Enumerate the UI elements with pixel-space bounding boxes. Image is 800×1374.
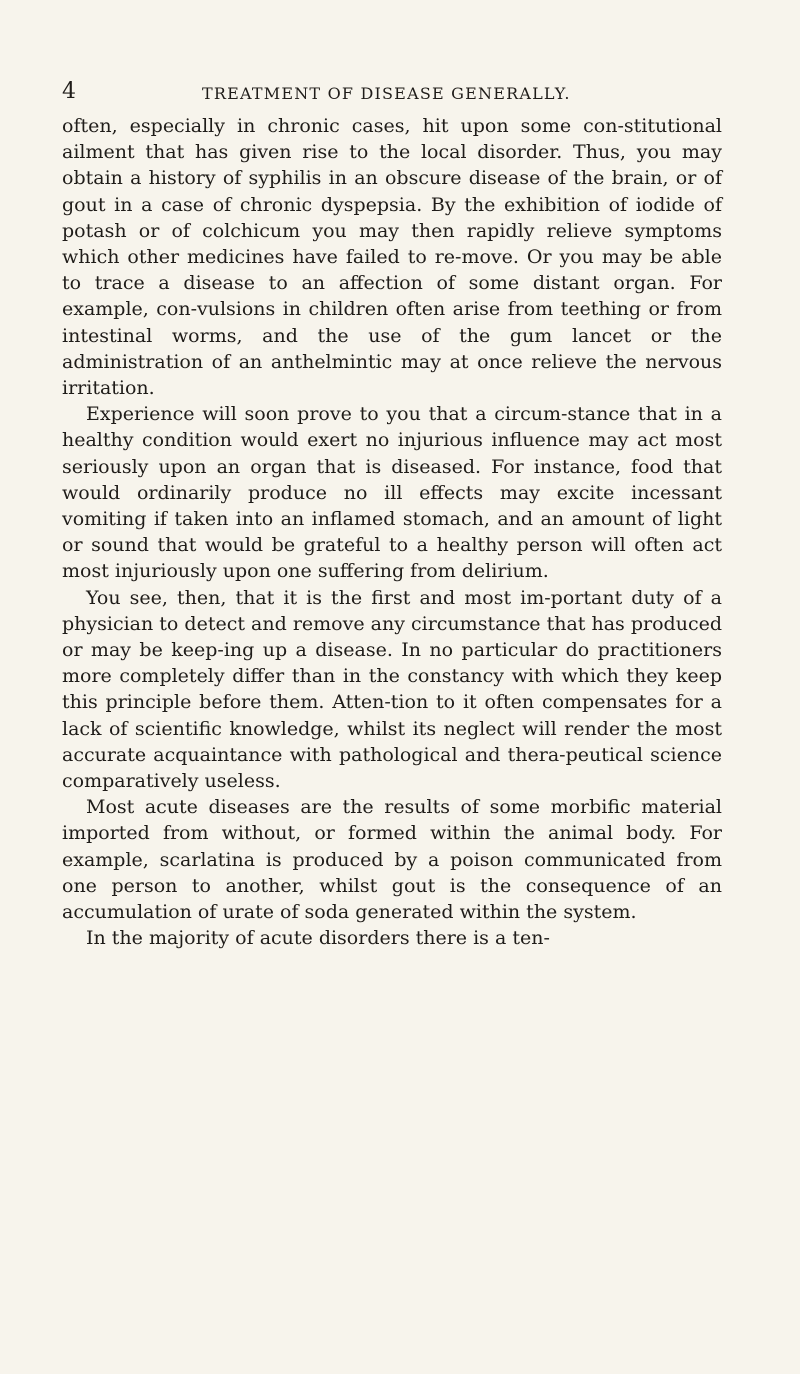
paragraph-physician-duty: You see, then, that it is the first and most im-portant duty of a physician to detect and remove any circumstance that has produced or may be keep-ing up a disease. In no particular do practitioners more completely differ than in the constancy with which they keep this principle before them. Atten-tion to it often compensates for a lack of scientific knowledge, whilst its neglect will render the most accurate acquaintance with pathological and thera-peutical science comparatively useless. <box>62 586 722 793</box>
running-head: TREATMENT OF DISEASE GENERALLY. <box>202 84 571 103</box>
paragraph-continuation: often, especially in chronic cases, hit upon some con-stitutional ailment that has given rise to the local disorder. Thus, you may obtain a history of syphilis in an obscure disease of the brain, or of gout in a case of chronic dyspepsia. By the exhibition of iodide of potash or of colchicum you may then rapidly relieve symptoms which other medicines have failed to re-move. Or you may be able to trace a disease to an affection of some distant organ. For example, con-vulsions in children often arise from teething or from intestinal worms, and the use of the gum lancet or the administration of an anthelmintic may at once relieve the nervous irritation. <box>62 115 722 400</box>
page-number: 4 <box>62 79 76 104</box>
page-header <box>62 79 722 109</box>
page-body-text <box>62 113 722 952</box>
paragraph-acute-disorders: In the majority of acute disorders there is a ten- <box>86 927 550 950</box>
paragraph-acute-diseases: Most acute diseases are the results of some morbific material imported from without, or formed within the animal body. For example, scarlatina is produced by a poison communicated from one person to another, whilst gout is the consequence of an accumulation of urate of soda generated within the system. <box>62 796 722 924</box>
paragraph-experience: Experience will soon prove to you that a circum-stance that in a healthy condition would exert no injurious influence may act most seriously upon an organ that is diseased. For instance, food that would ordinarily produce no ill effects may excite incessant vomiting if taken into an inflamed stomach, and an amount of light or sound that would be grateful to a healthy person will often act most injuriously upon one suffering from delirium. <box>62 403 722 583</box>
